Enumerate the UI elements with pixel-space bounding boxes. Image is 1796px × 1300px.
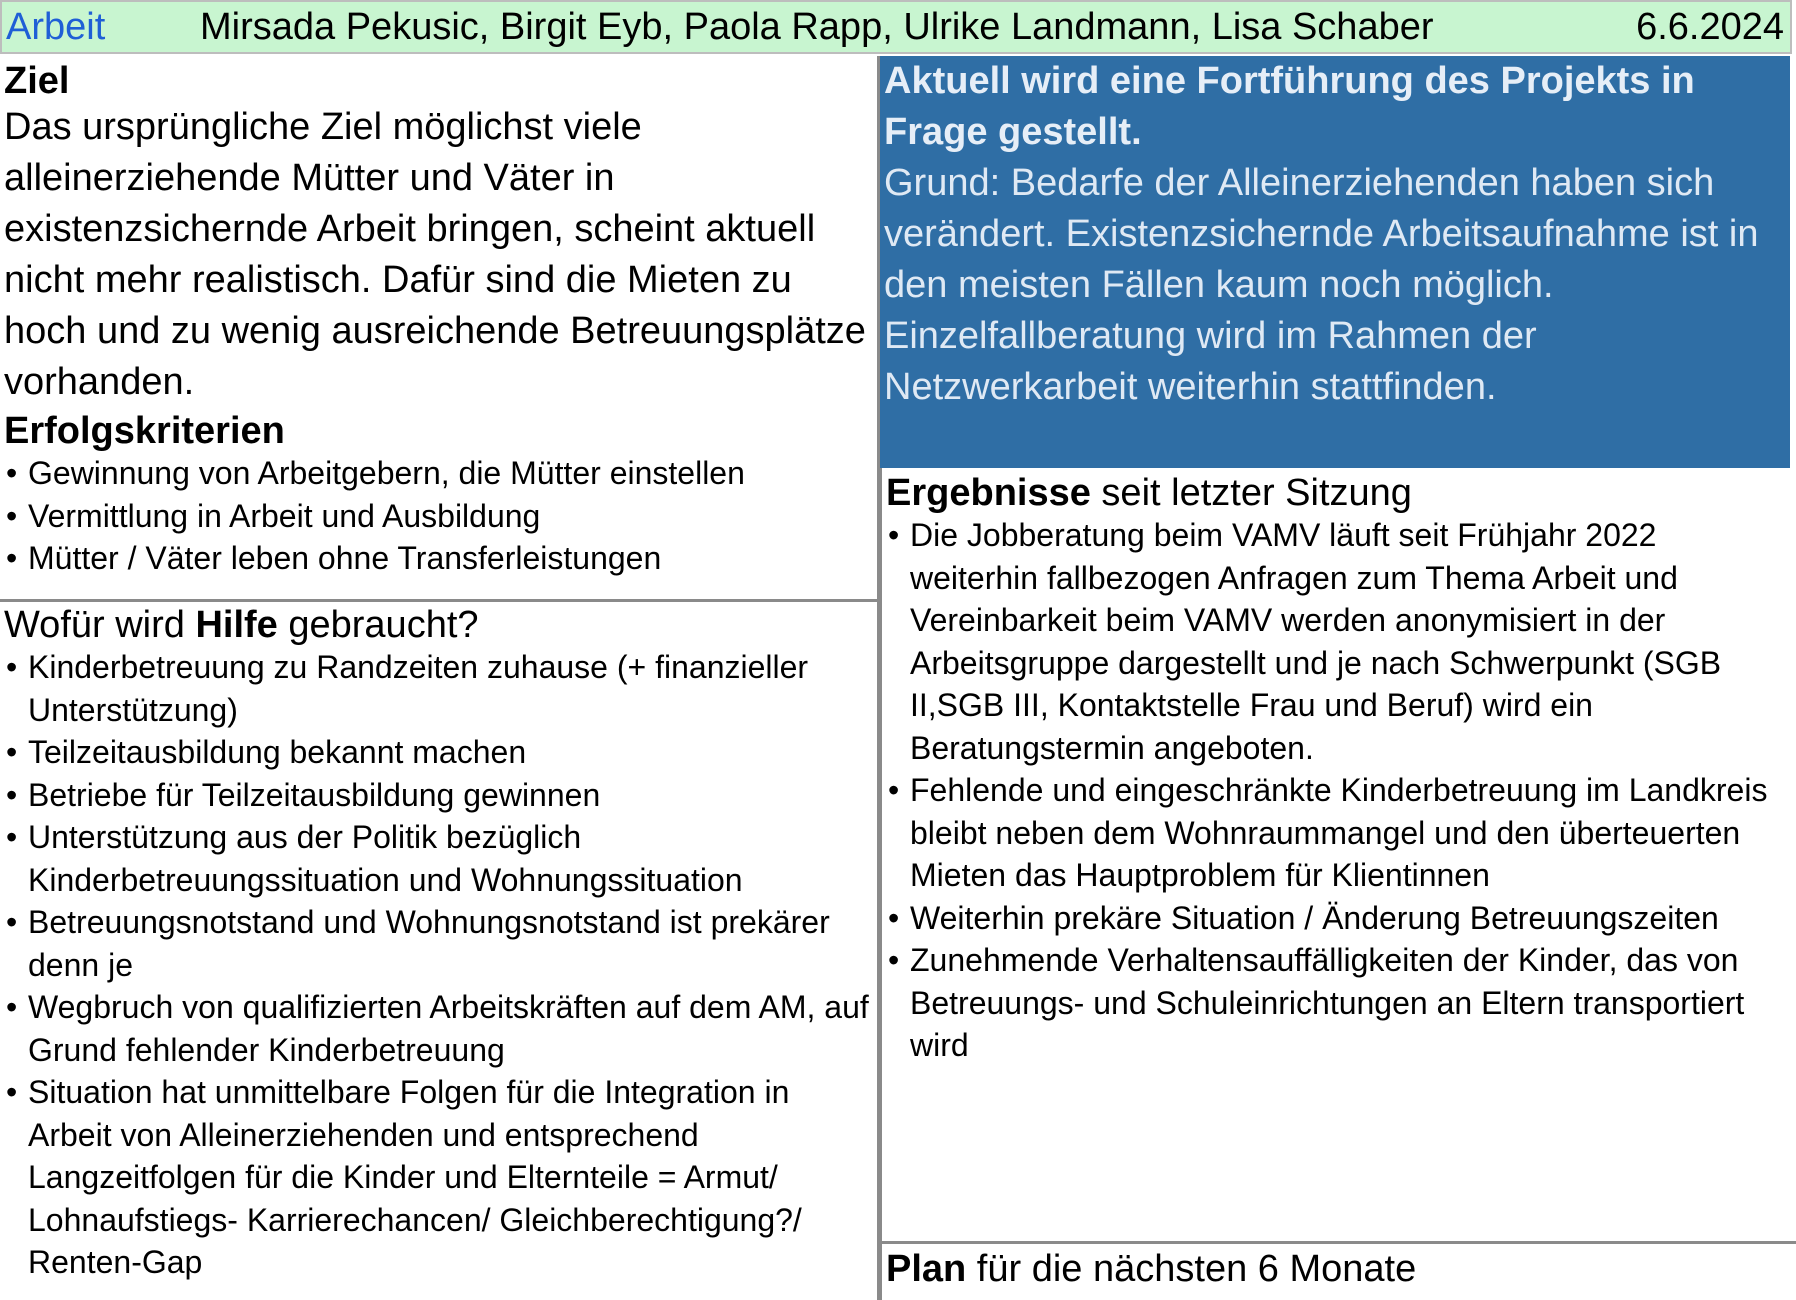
list-item: • Situation hat unmittelbare Folgen für die Integration in Arbeit von Alleinerziehenden und entsprechend Langzeitfolgen für die Kinder und Elternteile = Armut/ Lohnaufstiegs- Karrierechancen/ Gleichberechtigung?/ Renten-Gap: [4, 1071, 873, 1284]
list-item: • Fehlende und eingeschränkte Kinderbetreuung im Landkreis bleibt neben dem Wohnraummangel und den überteuerten Mieten das Hauptproblem für Klientinnen: [886, 769, 1792, 897]
results-title: Ergebnisse seit letzter Sitzung: [886, 472, 1412, 514]
meeting-date: 6.6.2024: [1636, 6, 1784, 48]
list-item: • Betreuungsnotstand und Wohnungsnotstand ist prekärer denn je: [4, 901, 873, 986]
help-list: [4, 646, 873, 1284]
help-title: Wofür wird Hilfe gebraucht?: [4, 604, 479, 646]
goal-title: Ziel: [4, 60, 70, 102]
status-text: Grund: Bedarfe der Alleinerziehenden haben sich verändert. Existenzsichernde Arbeitsaufnahme ist in den meisten Fällen kaum noch möglich. Einzelfallberatung wird im Rahmen der Netzwerkarbeit weiterhin stattfinden.: [884, 162, 1759, 408]
list-item: • Vermittlung in Arbeit und Ausbildung: [4, 495, 873, 538]
goal-panel: [0, 56, 880, 602]
list-item: • Die Jobberatung beim VAMV läuft seit Frühjahr 2022 weiterhin fallbezogen Anfragen zum Thema Arbeit und Vereinbarkeit beim VAMV werden anonymisiert in der Arbeitsgruppe dargestellt und je nach Schwerpunkt (SGB II,SGB III, Kontaktstelle Frau und Beruf) wird ein Beratungstermin angeboten.: [886, 514, 1792, 769]
list-item: • Wegbruch von qualifizierten Arbeitskräften auf dem AM, auf Grund fehlender Kinderbetreuung: [4, 986, 873, 1071]
status-headline: Aktuell wird eine Fortführung des Projekts in Frage gestellt.: [884, 60, 1695, 153]
list-item: • Teilzeitausbildung bekannt machen: [4, 731, 873, 774]
list-item: • Kinderbetreuung zu Randzeiten zuhause (+ finanzieller Unterstützung): [4, 646, 873, 731]
plan-title: Plan für die nächsten 6 Monate: [886, 1248, 1417, 1290]
criteria-title: Erfolgskriterien: [4, 410, 285, 452]
header-bar: [0, 0, 1792, 54]
list-item: • Betriebe für Teilzeitausbildung gewinnen: [4, 774, 873, 817]
topic-title: Arbeit: [6, 6, 106, 48]
list-item: • Zunehmende Verhaltensauffälligkeiten der Kinder, das von Betreuungs- und Schuleinrichtungen an Eltern transportiert wird: [886, 939, 1792, 1067]
criteria-list: [4, 452, 873, 580]
goal-text: Das ursprüngliche Ziel möglichst viele alleinerziehende Mütter und Väter in existenzsichernde Arbeit bringen, scheint aktuell nicht mehr realistisch. Dafür sind die Mieten zu hoch und zu wenig ausreichende Betreuungsplätze vorhanden.: [4, 106, 866, 403]
list-item: • Weiterhin prekäre Situation / Änderung Betreuungszeiten: [886, 897, 1792, 940]
results-panel: [880, 468, 1796, 1244]
plan-panel: [880, 1244, 1796, 1300]
list-item: • Unterstützung aus der Politik bezüglich Kinderbetreuungssituation und Wohnungssituation: [4, 816, 873, 901]
project-status-box: [880, 56, 1790, 468]
results-list: [886, 514, 1792, 1067]
list-item: • Mütter / Väter leben ohne Transferleistungen: [4, 537, 873, 580]
list-item: • Gewinnung von Arbeitgebern, die Mütter einstellen: [4, 452, 873, 495]
help-panel: [0, 602, 880, 1300]
member-list: Mirsada Pekusic, Birgit Eyb, Paola Rapp, Ulrike Landmann, Lisa Schaber: [200, 6, 1434, 48]
